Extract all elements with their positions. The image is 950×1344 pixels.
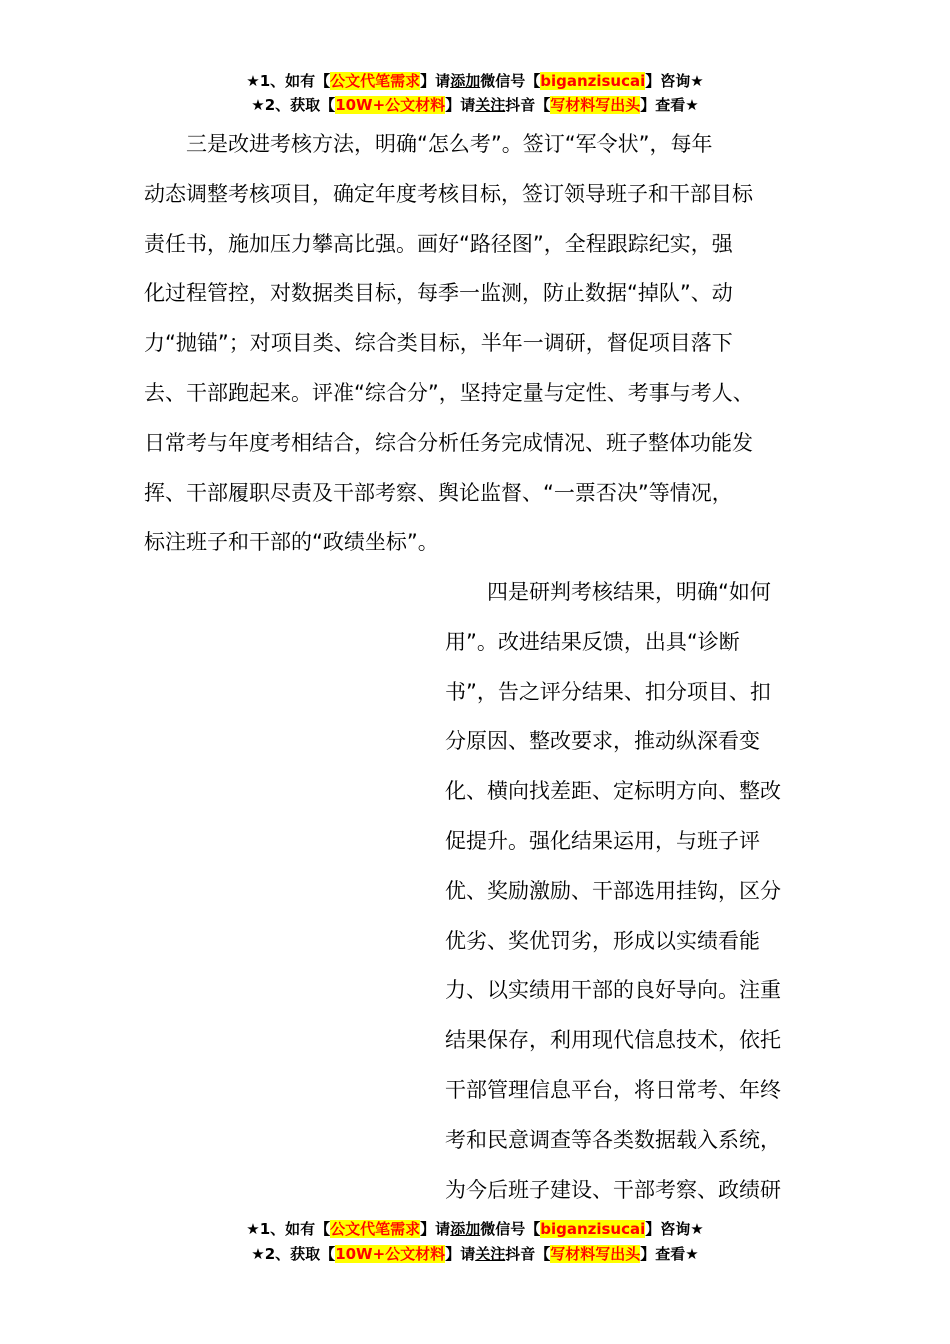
banner-text: ★1、如有【 — [246, 72, 331, 90]
banner-highlight: biganzisucai — [540, 1220, 646, 1238]
banner-text: 】咨询★ — [645, 1220, 704, 1238]
banner-highlight: biganzisucai — [540, 72, 646, 90]
footer-banner-line-1 — [0, 1218, 950, 1240]
text-line: 优劣、奖优罚劣，形成以实绩看能 — [445, 928, 760, 953]
text-line: 分原因、整改要求，推动纵深看变 — [445, 729, 760, 754]
banner-text: 】查看★ — [640, 96, 699, 114]
banner-text: 】请 — [420, 72, 451, 90]
footer-banner-line-2 — [0, 1243, 950, 1265]
text-line: 化、横向找差距、定标明方向、整改 — [445, 779, 781, 804]
banner-text: 抖音【 — [505, 1245, 551, 1263]
text-line: 书”，告之评分结果、扣分项目、扣 — [445, 679, 771, 704]
text-line: 去、干部跑起来。评准“综合分”，坚持定量与定性、考事与考人、 — [144, 380, 754, 405]
banner-underline: 关注 — [475, 1245, 506, 1263]
banner-text: 】咨询★ — [645, 72, 704, 90]
text-line: 化过程管控，对数据类目标，每季一监测，防止数据“掉队”、动 — [144, 281, 733, 306]
banner-underline: 添加 — [450, 72, 481, 90]
banner-text: 】请 — [420, 1220, 451, 1238]
banner-text: 抖音【 — [505, 96, 551, 114]
text-line: 标注班子和干部的“政绩坐标”。 — [144, 530, 439, 555]
banner-text: ★1、如有【 — [246, 1220, 331, 1238]
text-line: 结果保存，利用现代信息技术，依托 — [445, 1028, 781, 1053]
text-line: 动态调整考核项目，确定年度考核目标，签订领导班子和干部目标 — [144, 181, 753, 206]
banner-text: 微信号【 — [480, 72, 541, 90]
banner-highlight: 写材料写出头 — [550, 96, 641, 114]
text-line: 四是研判考核结果，明确“如何 — [445, 580, 771, 604]
banner-text: ★2、获取【 — [251, 1245, 336, 1263]
text-line: 力、以实绩用干部的良好导向。注重 — [445, 978, 781, 1003]
header-banner-line-1 — [0, 70, 950, 92]
text-line: 挥、干部履职尽责及干部考察、舆论监督、“一票否决”等情况， — [144, 480, 733, 505]
text-line: 力“抛锚”；对项目类、综合类目标，半年一调研，督促项目落下 — [144, 331, 733, 356]
text-line: 促提升。强化结果运用，与班子评 — [445, 828, 760, 853]
banner-highlight: 10W+公文材料 — [335, 1245, 446, 1263]
paragraph-four — [445, 568, 781, 1215]
banner-highlight: 写材料写出头 — [550, 1245, 641, 1263]
text-line: 干部管理信息平台，将日常考、年终 — [445, 1077, 781, 1102]
banner-highlight: 10W+公文材料 — [335, 96, 446, 114]
banner-text: 微信号【 — [480, 1220, 541, 1238]
text-line: 责任书，施加压力攀高比强。画好“路径图”，全程跟踪纪实，强 — [144, 231, 733, 256]
banner-underline: 关注 — [475, 96, 506, 114]
banner-text: 】查看★ — [640, 1245, 699, 1263]
banner-underline: 添加 — [450, 1220, 481, 1238]
banner-highlight: 公文代笔需求 — [330, 1220, 421, 1238]
banner-text: 】请 — [445, 1245, 476, 1263]
banner-text: 】请 — [445, 96, 476, 114]
text-line: 三是改进考核方法，明确“怎么考”。签订“军令状”，每年 — [144, 132, 713, 156]
text-line: 优、奖励激励、干部选用挂钩，区分 — [445, 878, 781, 903]
text-line: 考和民意调查等各类数据载入系统， — [445, 1127, 781, 1152]
text-line: 日常考与年度考相结合，综合分析任务完成情况、班子整体功能发 — [144, 430, 753, 455]
text-line: 用”。改进结果反馈，出具“诊断 — [445, 629, 740, 654]
header-banner-line-2 — [0, 94, 950, 116]
paragraph-three — [144, 120, 754, 568]
text-line: 为今后班子建设、干部考察、政绩研 — [445, 1177, 781, 1202]
banner-text: ★2、获取【 — [251, 96, 336, 114]
banner-highlight: 公文代笔需求 — [330, 72, 421, 90]
